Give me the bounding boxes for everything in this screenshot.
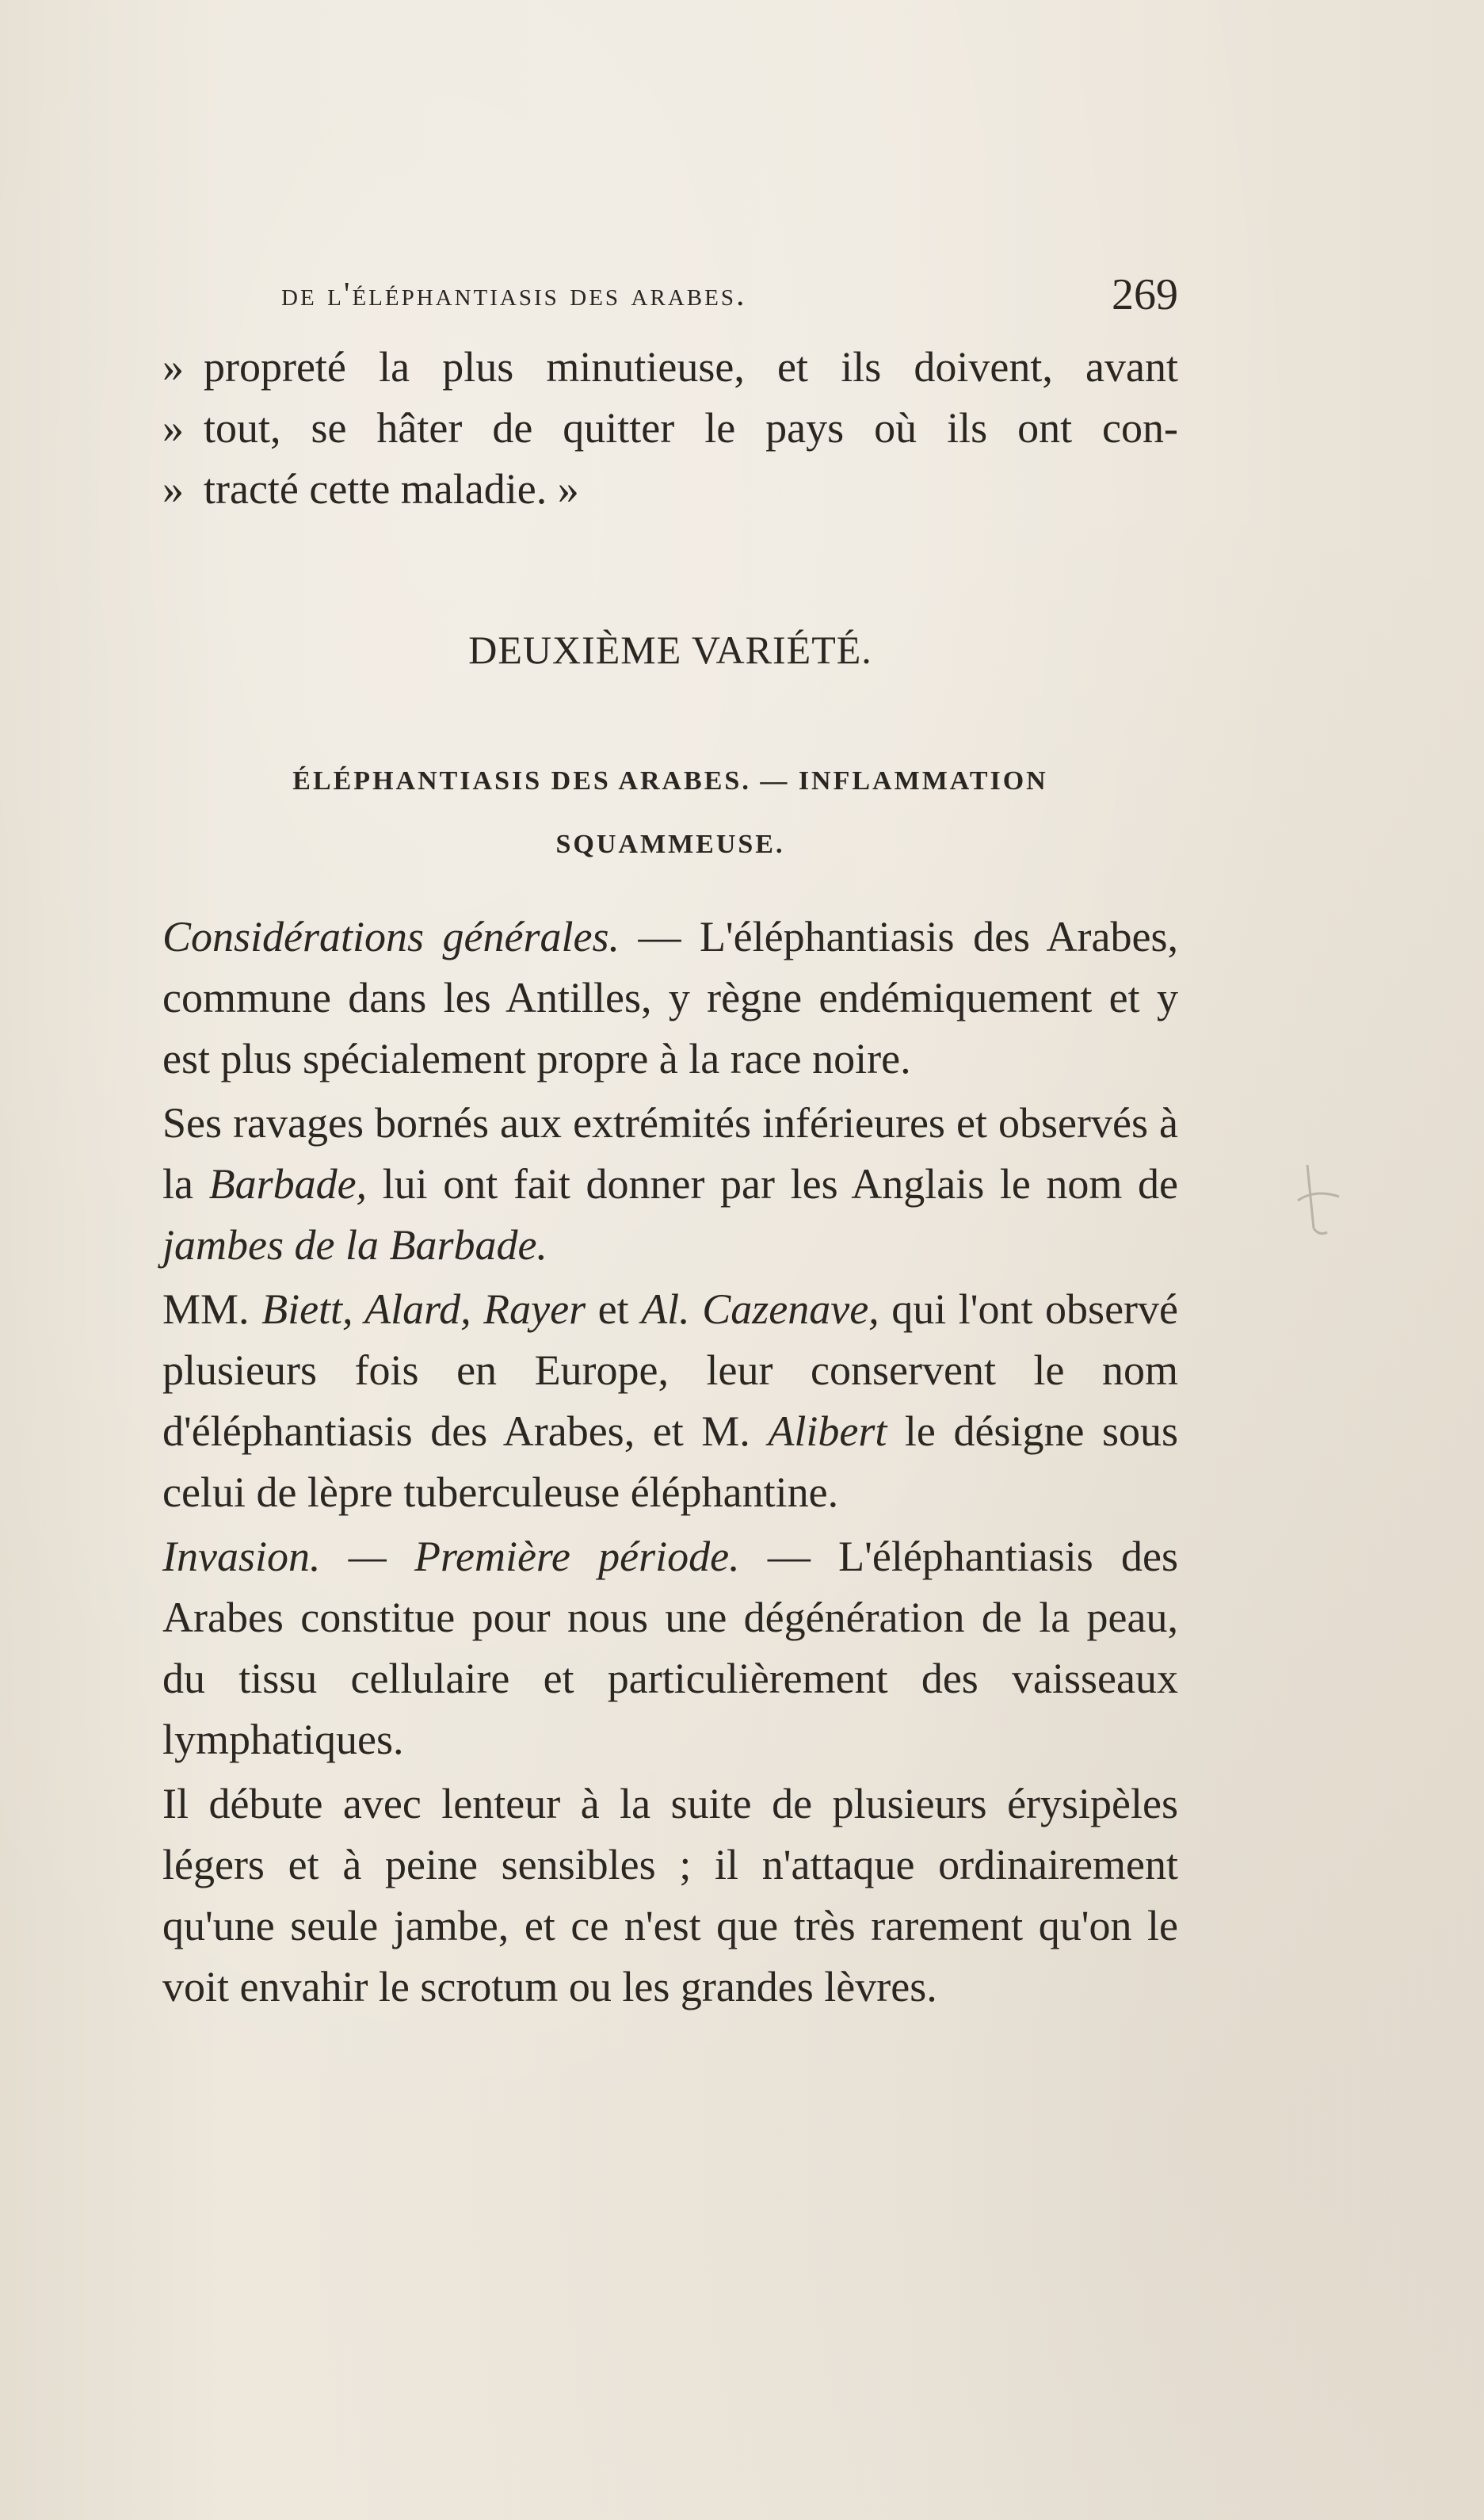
paragraph-considerations — [162, 907, 1178, 1090]
paragraph-invasion — [162, 1526, 1178, 1770]
paragraph-label: Invasion. — Première période. — [162, 1533, 740, 1580]
subtitle-line-1: ÉLÉPHANTIASIS DES ARABES. — INFLAMMATION — [292, 766, 1048, 796]
paragraph-debut — [162, 1774, 1178, 2018]
running-title: de l'éléphantiasis des arabes. — [281, 277, 747, 313]
paragraph-label: Considérations générales. — [162, 913, 620, 960]
paragraph-text: MM. — [162, 1285, 262, 1333]
text-block — [162, 262, 1178, 2021]
paragraph-text: et — [586, 1285, 642, 1333]
subtitle-line-2: SQUAMMEUSE. — [555, 830, 785, 859]
quote-mark: » — [162, 343, 184, 391]
paragraph-ravages — [162, 1093, 1178, 1276]
paragraph-authors — [162, 1279, 1178, 1523]
paragraph-text: — L'éléphantiasis des Arabes constitue pour nous une dégénération de la peau, du tissu cellulaire et particulièrement des vaisseaux lymphatiques. — [162, 1533, 1178, 1763]
page-header — [162, 262, 1178, 337]
italic-biett: Biett, — [261, 1285, 353, 1333]
page-number: 269 — [1112, 270, 1178, 319]
quote-mark: » — [162, 404, 184, 452]
italic-barbade: Barbade, — [208, 1160, 368, 1208]
section-title: DEUXIÈME VARIÉTÉ. — [468, 628, 872, 672]
paragraph-text: Il débute avec lenteur à la suite de plusieurs érysipèles légers et à peine sensibles ; il n'attaque ordinairement qu'une seule jambe, et ce n'est que très rarement qu'on le voit envahir le scrotum ou les grandes lèvres. — [162, 1780, 1178, 2010]
quote-line-3 — [162, 459, 1178, 520]
quote-block — [162, 337, 1178, 520]
section-subtitle — [162, 750, 1178, 876]
paragraph-text: qui l'ont observé plusieurs fois en Europe, leur conservent le nom d'éléphantiasis des Arabes, et M. — [162, 1285, 1178, 1455]
quote-text-2: tout, se hâter de quitter le pays où ils ont con- — [204, 404, 1178, 452]
paragraph-text: lui ont fait donner par les Anglais le nom de — [367, 1160, 1178, 1208]
quote-line-2 — [162, 398, 1178, 459]
italic-cazenave: Al. Cazenave, — [641, 1285, 879, 1333]
paragraph-text: Ses ravages bornés aux extrémités inférieures et observés à la — [162, 1099, 1178, 1208]
italic-rayer: Rayer — [471, 1285, 586, 1333]
pencil-mark-icon — [1291, 1157, 1347, 1244]
italic-alibert: Alibert — [768, 1407, 887, 1455]
quote-line-1 — [162, 337, 1178, 398]
paragraph-text: — L'éléphantiasis des Arabes, commune dans les Antilles, y règne endémiquement et y est plus spécialement propre à la race noire. — [162, 913, 1178, 1082]
paragraph-text: le désigne sous celui de lèpre tuberculeuse éléphantine. — [162, 1407, 1178, 1516]
italic-jambes-barbade: jambes de la Barbade. — [162, 1221, 547, 1269]
quote-mark: » — [162, 465, 184, 513]
quote-text-1: propreté la plus minutieuse, et ils doivent, avant — [204, 343, 1178, 391]
italic-alard: Alard, — [353, 1285, 471, 1333]
body-text — [162, 907, 1178, 2018]
quote-text-3: tracté cette maladie. » — [204, 465, 579, 513]
